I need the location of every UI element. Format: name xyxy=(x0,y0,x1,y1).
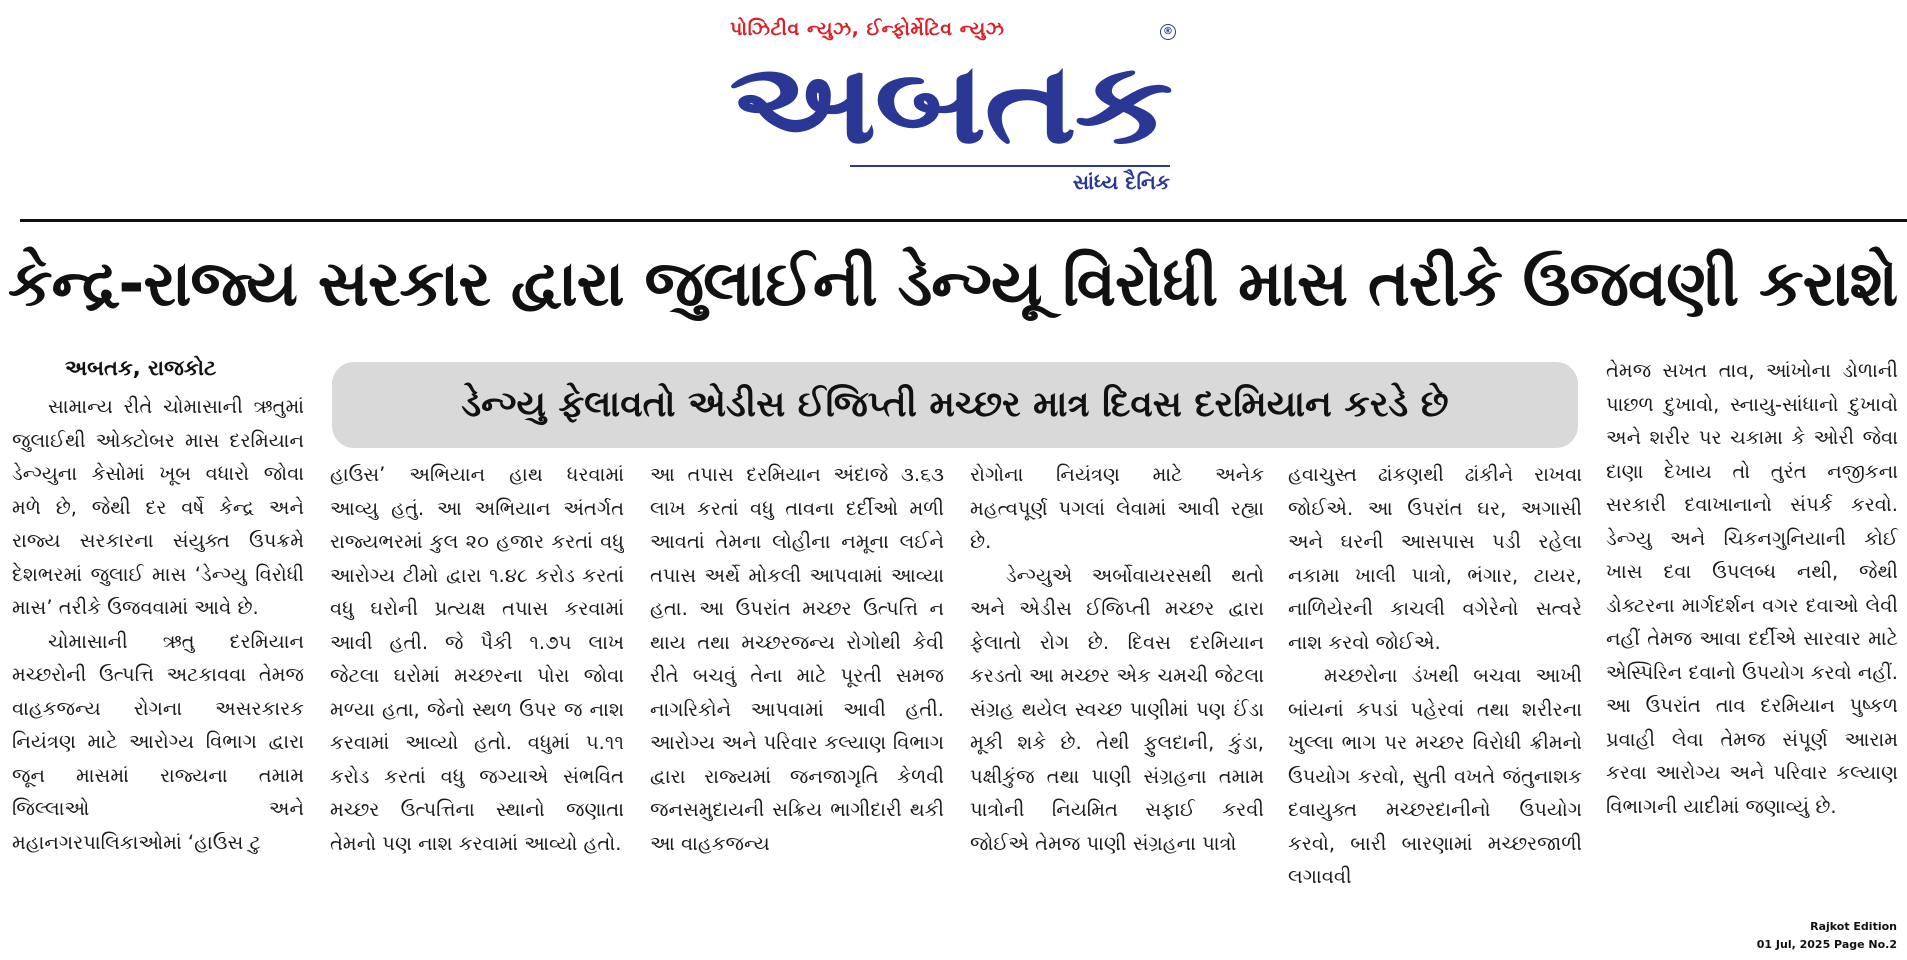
article-column-6 xyxy=(1606,354,1898,908)
article-paragraph: હવાચુસ્ત ઢાંકણથી ઢાંકીને રાખવા જોઈએ. આ ઉપરાંત ઘર, અગાસી અને ઘરની આસપાસ પડી રહેલા નકામા ખાલી પાત્રો, ભંગાર, ટાયર, નાળિયેરની કાચલી વગેરેનો સત્વરે નાશ કરવો જોઈએ. xyxy=(1288,463,1582,654)
masthead-tagline: પોઝિટીવ ન્યુઝ, ઈન્ફોર્મેટિવ ન્યુઝ xyxy=(730,18,1005,40)
article-paragraph: રોગોના નિયંત્રણ માટે અનેક મહત્વપૂર્ણ પગલાં લેવામાં આવી રહ્યા છે. xyxy=(970,463,1264,553)
article-column-5 xyxy=(1288,458,1582,908)
article-column-2 xyxy=(330,458,624,908)
article-paragraph: સામાન્ય રીતે ચોમાસાની ઋતુમાં જુલાઈથી ઓક્ટોબર માસ દરમિયાન ડેન્ગ્યુના કેસોમાં ખૂબ વધારો જોવા મળે છે, જેથી દર વર્ષે કેન્દ્ર અને રાજ્ય સરકારના સંયુક્ત ઉપક્રમે દેશભરમાં જુલાઈ માસ ‘ડેન્ગ્યુ વિરોધી માસ’ તરીકે ઉજવવામાં આવે છે. xyxy=(12,395,304,619)
masthead-divider xyxy=(20,219,1907,222)
article-paragraph: ચોમાસાની ઋતુ દરમિયાન મચ્છરોની ઉત્પત્તિ અટકાવવા તેમજ વાહકજન્ય રોગના અસરકારક નિયંત્રણ માટે આરોગ્ય વિભાગ દ્વારા જૂન માસમાં રાજ્યના તમામ જિલ્લાઓ અને મહાનગરપાલિકાઓમાં ‘હાઉસ ટુ xyxy=(12,629,304,854)
page-footer xyxy=(1757,918,1897,954)
masthead xyxy=(0,0,1907,220)
article-column-4 xyxy=(970,458,1264,908)
logo-underline-divider xyxy=(850,165,1170,167)
registered-trademark-icon: ® xyxy=(1160,24,1176,40)
article-paragraph: તેમજ સખત તાવ, આંખોના ડોળાની પાછળ દુખાવો, સ્નાયુ-સાંધાનો દુખાવો અને શરીર પર ચકામા કે ઓરી જેવા દાણા દેખાય તો તુરંત નજીકના સરકારી દવાખાનાનો સંપર્ક કરવો. ડેન્ગ્યુ અને ચિકનગુનિયાની કોઈ ખાસ દવા ઉપલબ્ધ નથી, જેથી ડોક્ટરના માર્ગદર્શન વગર દવાઓ લેવી નહીં તેમજ આવા દર્દીએ સારવાર માટે એસ્પિરિન દવાનો ઉપયોગ કરવો નહીં. આ ઉપરાંત તાવ દરમિયાન પુષ્કળ પ્રવાહી લેવા તેમજ સંપૂર્ણ આરામ કરવા આરોગ્ય અને પરિવાર કલ્યાણ વિભાગની યાદીમાં જણાવ્યું છે. xyxy=(1606,359,1898,818)
article-paragraph: હાઉસ’ અભિયાન હાથ ધરવામાં આવ્યુ હતું. આ અભિયાન અંતર્ગત રાજ્યભરમાં કુલ ૨૦ હજાર કરતાં વધુ આરોગ્ય ટીમો દ્વારા ૧.૪૮ કરોડ કરતાં વધુ ઘરોની પ્રત્યક્ષ તપાસ કરવામાં આવી હતી. જે પૈકી ૧.૭૫ લાખ જેટલા ઘરોમાં મચ્છરના પોરા જોવા મળ્યા હતા, જેનો સ્થળ ઉપર જ નાશ કરવામાં આવ્યો હતો. વધુમાં ૫.૧૧ કરોડ કરતાં વધુ જગ્યાએ સંભવિત મચ્છર ઉત્પત્તિના સ્થાનો જણાતા તેમનો પણ નાશ કરવામાં આવ્યો હતો. xyxy=(330,463,624,855)
article-dateline: અબતક, રાજકોટ xyxy=(65,356,217,380)
newspaper-logo: અબતક xyxy=(729,39,1171,169)
edition-name: Rajkot Edition xyxy=(1810,920,1897,933)
edition-type-label: સાંધ્ય દૈનિક xyxy=(1072,170,1170,194)
article-headline: કેન્દ્ર-રાજ્ય સરકાર દ્વારા જુલાઈની ડેન્ગ્યૂ વિરોધી માસ તરીકે ઉજવણી કરાશે xyxy=(8,247,1898,320)
article-subheadline: ડેન્ગ્યુ ફેલાવતો એડીસ ઈજિપ્તી મચ્છર માત્ર દિવસ દરમિયાન કરડે છે xyxy=(332,362,1578,448)
article-column-3 xyxy=(650,458,944,908)
article-paragraph: આ તપાસ દરમિયાન અંદાજે ૩.૬૩ લાખ કરતાં વધુ તાવના દર્દીઓ મળી આવતાં તેમના લોહીના નમૂના લઈને તપાસ અર્થે મોકલી આપવામાં આવ્યા હતા. આ ઉપરાંત મચ્છર ઉત્પત્તિ ન થાય તથા મચ્છરજન્ય રોગોથી કેવી રીતે બચવું તેના માટે પૂરતી સમજ નાગરિકોને આપવામાં આવી હતી. આરોગ્ય અને પરિવાર કલ્યાણ વિભાગ દ્વારા રાજ્યમાં જનજાગૃતિ કેળવી જનસમુદાયની સક્રિય ભાગીદારી થકી આ વાહકજન્ય xyxy=(650,463,944,855)
article-paragraph: ડેન્ગ્યુએ અર્બોવાયરસથી થતો અને એડીસ ઈજિપ્તી મચ્છર દ્વારા ફેલાતો રોગ છે. દિવસ દરમિયાન કરડતો આ મચ્છર એક ચમચી જેટલા સંગ્રહ થયેલ સ્વચ્છ પાણીમાં પણ ઈંડા મૂકી શકે છે. તેથી ફુલદાની, કુંડા, પક્ષીકુંજ તથા પાણી સંગ્રહના તમામ પાત્રોની નિયમિત સફાઈ કરવી જોઈએ તેમજ પાણી સંગ્રહના પાત્રો xyxy=(970,563,1264,855)
edition-date-page: 01 Jul, 2025 Page No.2 xyxy=(1756,938,1897,951)
article-column-1 xyxy=(12,390,304,908)
article-paragraph: મચ્છરોના ડંખથી બચવા આખી બાંયનાં કપડાં પહેરવાં તથા શરીરના ખુલ્લા ભાગ પર મચ્છર વિરોધી ક્રીમનો ઉપયોગ કરવો, સુતી વખતે જંતુનાશક દવાયુક્ત મચ્છરદાનીનો ઉપયોગ કરવો, બારી બારણામાં મચ્છરજાળી લગાવવી xyxy=(1288,664,1582,888)
